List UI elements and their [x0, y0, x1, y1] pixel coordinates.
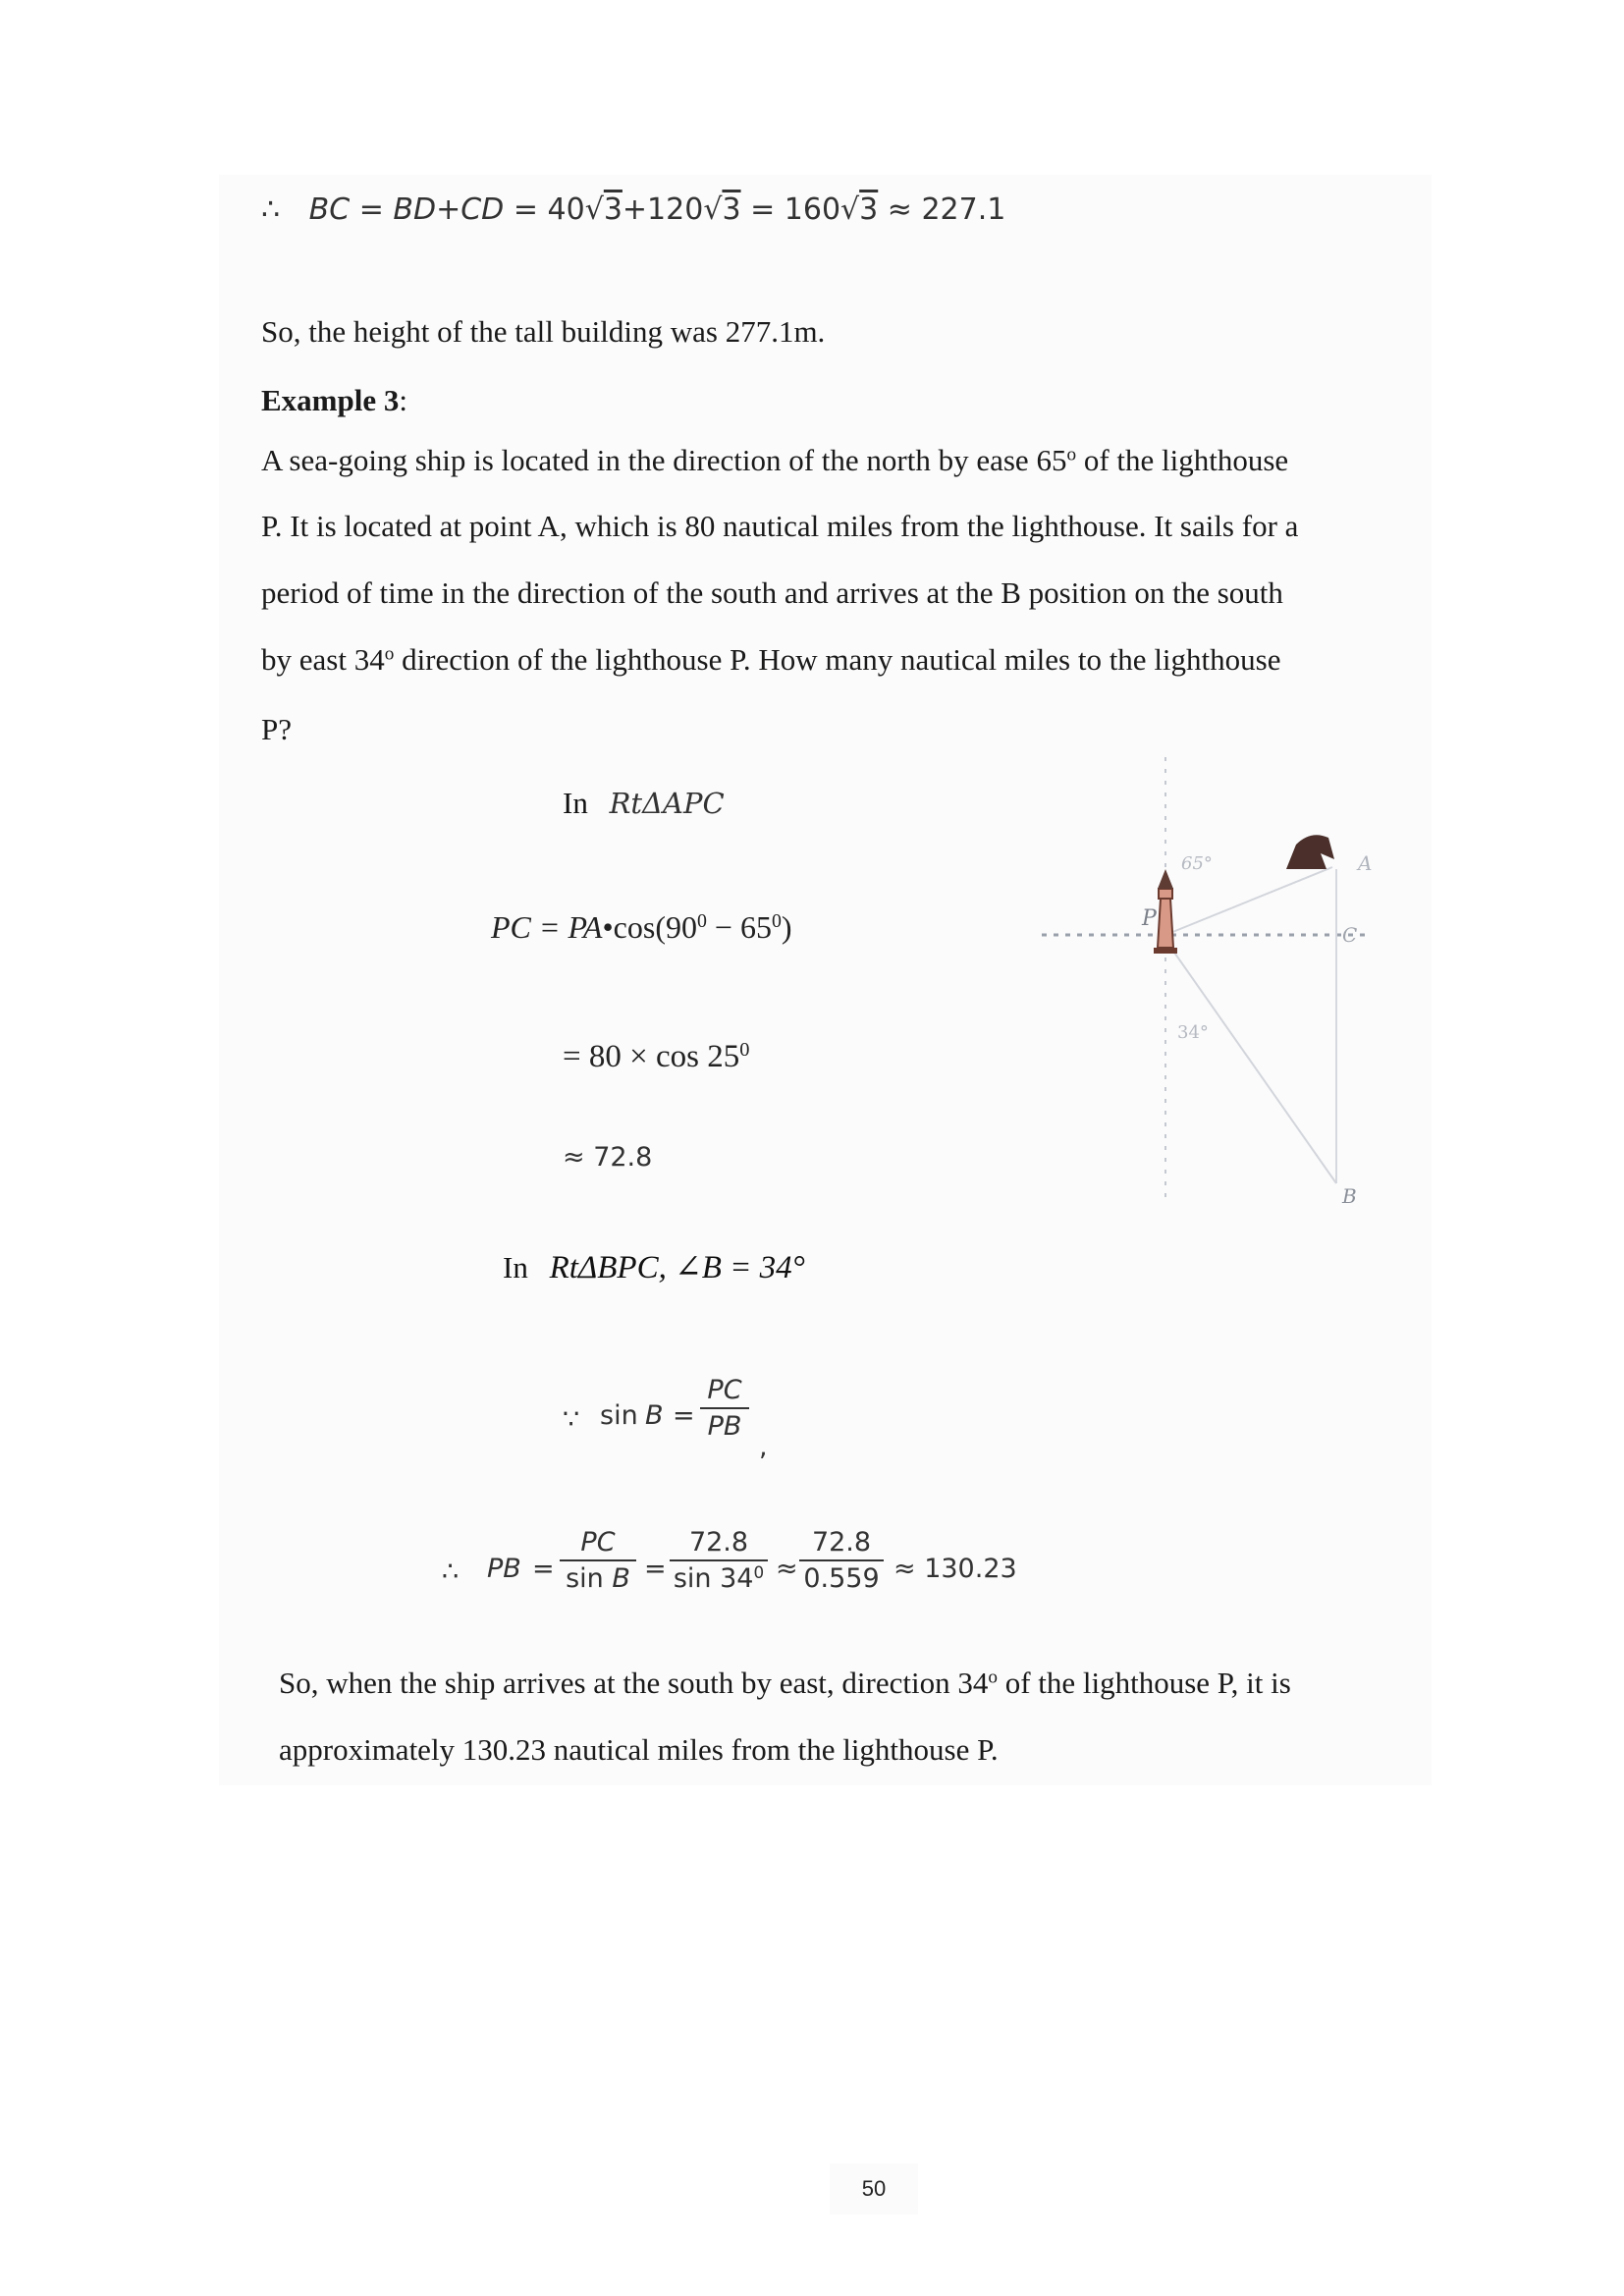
degree-sup: o	[988, 1667, 998, 1688]
conclusion-line-2: approximately 130.23 nautical miles from the lighthouse P.	[279, 1732, 999, 1767]
sqrt-symbol: √	[703, 192, 723, 227]
step-7	[442, 1527, 1017, 1625]
numerator: PC	[580, 1527, 616, 1558]
var-b: B	[645, 1400, 664, 1431]
problem-line-4	[261, 644, 1280, 675]
cos25-term: = 80 × cos 25	[563, 1039, 740, 1074]
triangle-bpc: RtΔBPC, ∠B = 34°	[549, 1250, 805, 1285]
problem-text: A sea-going ship is located in the direction of the north by ease 65	[261, 443, 1067, 477]
eq-term-120: +120	[622, 192, 704, 227]
triangle-apc: RtΔAPC	[609, 787, 725, 820]
degree-sup: o	[1066, 444, 1077, 465]
example-heading	[261, 385, 407, 415]
example-heading-label: Example 3	[261, 383, 400, 417]
sqrt-symbol: √	[840, 192, 860, 227]
degree-sup: 0	[771, 910, 782, 933]
eq-sign: =	[358, 192, 384, 227]
sin-label: sin	[600, 1400, 638, 1431]
fraction-bar	[670, 1559, 768, 1561]
conclusion-text: of the lighthouse P, it is	[997, 1666, 1291, 1700]
because-symbol: ∵	[563, 1404, 580, 1435]
fraction-bar	[700, 1407, 749, 1409]
problem-line-3: period of time in the direction of the south and arrives at the B position on the south	[261, 575, 1283, 610]
page-number: 50	[830, 2163, 918, 2214]
step-3	[563, 1039, 749, 1075]
pc-equals-pa: PC = PA	[491, 909, 603, 945]
step-2	[491, 909, 792, 946]
numerator: 72.8	[688, 1527, 749, 1558]
conclusion-text: So, when the ship arrives at the south by east, direction 34	[279, 1666, 989, 1700]
degree-sup: 0	[753, 1561, 765, 1582]
eq-approx-result: ≈ 227.1	[887, 192, 1006, 227]
problem-text: direction of the lighthouse P. How many nautical miles to the lighthouse	[394, 642, 1281, 677]
angle-65-label: 65°	[1181, 853, 1213, 874]
eq-cd: CD	[460, 192, 505, 227]
minus-term: − 65	[706, 909, 772, 945]
denominator: sin 34	[673, 1563, 754, 1594]
numerator: 72.8	[811, 1527, 872, 1558]
fraction-728-0559	[799, 1527, 884, 1594]
fraction-pc-pb	[700, 1375, 749, 1442]
numerator: PC	[707, 1375, 742, 1405]
problem-line-5: P?	[261, 712, 292, 746]
therefore-symbol: ∴	[261, 192, 281, 227]
dot-operator: •	[602, 909, 614, 945]
comma: ,	[759, 1432, 768, 1462]
approx-result: ≈ 130.23	[893, 1554, 1017, 1584]
fraction-bar	[560, 1559, 636, 1561]
fraction-728-sin34	[670, 1527, 768, 1594]
height-result-line: So, the height of the tall building was 277.1m.	[261, 314, 826, 349]
eq-sign: =	[644, 1554, 667, 1584]
denominator: 0.559	[803, 1563, 880, 1594]
line-pb	[1165, 940, 1336, 1183]
therefore-symbol: ∴	[442, 1557, 460, 1587]
label-a: A	[1358, 851, 1373, 875]
eq-term-40: = 40	[513, 192, 585, 227]
sin-label: sin	[566, 1563, 604, 1594]
angle-34-label: 34°	[1177, 1022, 1209, 1043]
degree-sup: 0	[696, 910, 707, 933]
problem-line-2: P. It is located at point A, which is 80 nautical miles from the lighthouse. It sails for a	[261, 509, 1299, 543]
sqrt-symbol: √	[584, 192, 604, 227]
radicand: 3	[722, 192, 741, 227]
problem-text: by east 34	[261, 642, 385, 677]
step-in-label: In	[563, 786, 588, 820]
top-equation	[261, 192, 1005, 227]
step-in-label: In	[503, 1250, 528, 1285]
step-1	[563, 786, 725, 821]
fraction-bar	[799, 1559, 884, 1561]
step-5	[503, 1247, 805, 1286]
eq-bd: BD	[393, 192, 437, 227]
label-b: B	[1342, 1184, 1357, 1208]
cos-term: cos(90	[613, 909, 697, 945]
var-b: B	[612, 1563, 630, 1594]
degree-sup: 0	[739, 1038, 750, 1061]
problem-text: of the lighthouse	[1076, 443, 1289, 477]
lighthouse-diagram	[1036, 751, 1389, 1213]
example-heading-colon: :	[399, 383, 407, 417]
approx-sign: ≈	[776, 1554, 798, 1584]
eq-plus: +	[436, 192, 461, 227]
step-4: ≈ 72.8	[563, 1142, 653, 1173]
label-c: C	[1342, 923, 1358, 947]
eq-sign: =	[673, 1400, 695, 1431]
close-paren: )	[781, 909, 792, 945]
eq-sign: =	[532, 1554, 555, 1584]
radicand: 3	[859, 192, 879, 227]
label-p: P	[1142, 906, 1157, 931]
radicand: 3	[603, 192, 623, 227]
eq-bc: BC	[308, 192, 351, 227]
denominator: PB	[707, 1411, 742, 1442]
lighthouse-icon	[1154, 869, 1177, 954]
eq-term-160: = 160	[750, 192, 841, 227]
ship-icon	[1286, 835, 1334, 869]
degree-sup: o	[384, 643, 395, 665]
conclusion-line-1	[279, 1667, 1291, 1698]
fraction-pc-sinb	[560, 1527, 636, 1594]
problem-line-1	[261, 445, 1288, 475]
step-6	[563, 1375, 788, 1473]
pb-label: PB	[487, 1554, 521, 1584]
line-pa	[1165, 867, 1332, 935]
